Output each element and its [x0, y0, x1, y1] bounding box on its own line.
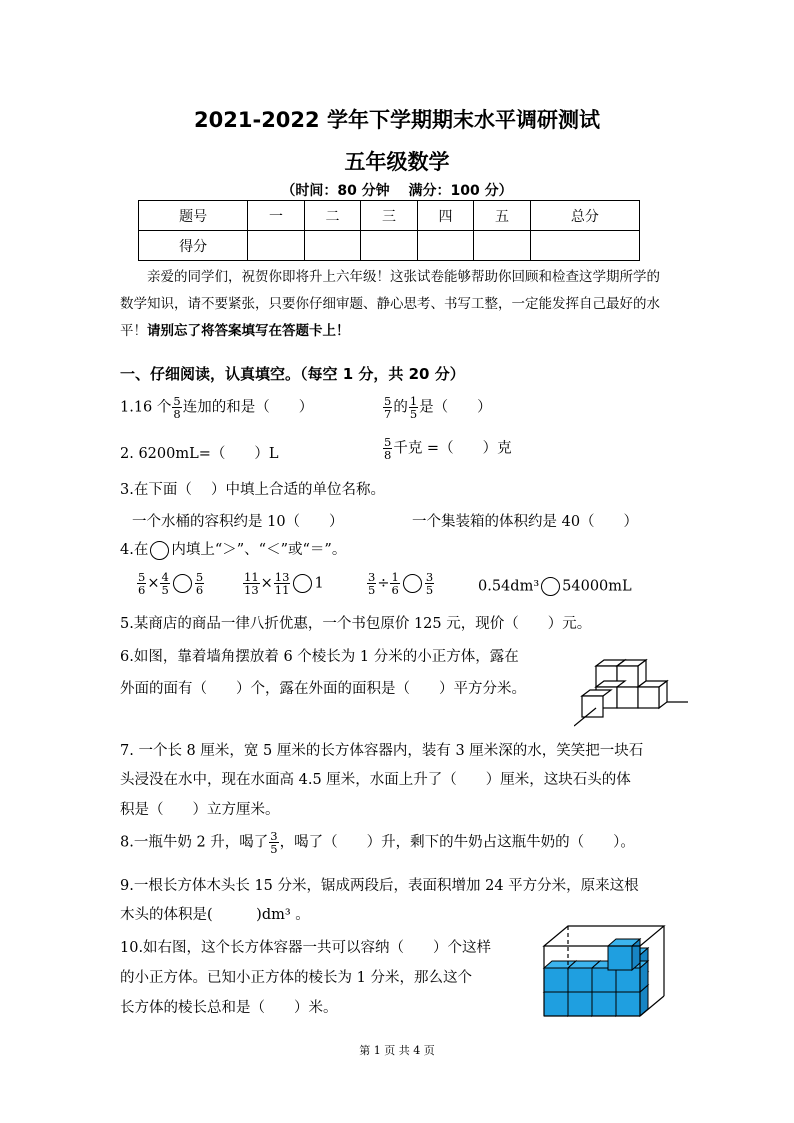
cube-front [616, 968, 640, 992]
q8-pre: 8.一瓶牛奶 2 升，喝了 [120, 834, 269, 851]
score-entry[interactable] [530, 231, 639, 261]
question-10-line-1: 10.如右图，这个长方体容器一共可以容纳（ ）个这样 [120, 940, 492, 956]
score-cell: 二 [304, 201, 361, 231]
question-6-line-2: 外面的面有（ ）个，露在外面的面积是（ ）平方分米。 [120, 681, 526, 697]
compare-item-4: 0.54dm³ 54000mL [478, 578, 632, 595]
fraction: $\frac{5}{8}$ [173, 394, 181, 421]
score-cell: 总分 [530, 201, 639, 231]
cube-front [592, 992, 616, 1016]
q1a-post: 连加的和是（ ） [182, 399, 314, 416]
exam-meta: （时间：80 分钟 满分：100 分） [281, 183, 513, 199]
q1b-post: 是（ ） [419, 399, 492, 416]
question-9-line-1: 9.一根长方体木头长 15 分米，锯成两段后，表面积增加 24 平方分米，原来这根 [120, 878, 639, 894]
cube-front [544, 992, 568, 1016]
question-1b [382, 395, 492, 420]
score-entry[interactable] [361, 231, 418, 261]
question-8 [120, 830, 635, 855]
score-cell: 三 [361, 201, 418, 231]
score-entry[interactable] [417, 231, 474, 261]
circle-icon [150, 541, 169, 560]
q1b-mid: 的 [393, 399, 408, 416]
question-4 [120, 538, 346, 560]
q2b-post: 千克 =（ ）克 [393, 440, 512, 457]
compare-circle[interactable] [541, 577, 560, 596]
q4-pre: 4.在 [120, 542, 149, 558]
q8-post: ，喝了（ ）升，剩下的牛奶占这瓶牛奶的（ ）。 [279, 834, 635, 851]
cube-front [616, 992, 640, 1016]
question-1a [120, 395, 313, 420]
score-table-score-row [139, 231, 640, 261]
question-7-line-3: 积是（ ）立方厘米。 [120, 802, 280, 818]
score-cell: 五 [474, 201, 531, 231]
compare-item-2: $\frac{11}{13}$ × $\frac{13}{11}$ 1 [244, 570, 324, 597]
intro-text: 亲爱的同学们，祝贺你即将升上六年级！这张试卷能够帮助你回顾和检查这学期所学的数学知识，请不要紧张，只要你仔细审题、静心思考、书写工整，一定能发挥自己最好的水平！ [120, 269, 660, 339]
question-10-line-2: 的小正方体。已知小正方体的棱长为 1 分米，那么这个 [120, 970, 472, 986]
section-heading: 一、仔细阅读，认真填空。（每空 1 分，共 20 分） [120, 365, 465, 383]
score-table-header-row [139, 201, 640, 231]
question-10-line-3: 长方体的棱长总和是（ ）米。 [120, 1000, 338, 1016]
fraction: $\frac{1}{5}$ [409, 394, 418, 421]
cube-front [608, 946, 632, 970]
score-cell: 题号 [139, 201, 248, 231]
question-2b [382, 436, 512, 461]
cube-front [544, 968, 568, 992]
question-3a: 一个水桶的容积约是 10（ ） [132, 514, 344, 530]
fraction: $\frac{5}{7}$ [384, 394, 392, 421]
compare-item-1: $\frac{5}{6}$ × $\frac{4}{5}$ $\frac{5}{6}$ [138, 570, 204, 597]
question-9-line-2: 木头的体积是( )dm³ 。 [120, 907, 310, 923]
compare-item-3: $\frac{3}{5}$ ÷ $\frac{1}{6}$ $\frac{3}{5}$ [368, 570, 434, 597]
exam-subtitle: 五年级数学 [344, 150, 450, 174]
score-entry[interactable] [474, 231, 531, 261]
score-table [138, 200, 640, 261]
cube-front [568, 968, 592, 992]
intro-paragraph [120, 264, 660, 345]
container-figure [540, 922, 668, 1020]
question-7-line-1: 7. 一个长 8 厘米，宽 5 厘米的长方体容器内，装有 3 厘米深的水，笑笑把一块石 [120, 743, 644, 759]
compare-circle[interactable] [293, 574, 312, 593]
question-5: 5.某商店的商品一律八折优惠，一个书包原价 125 元，现价（ ）元。 [120, 616, 592, 632]
cube-front [568, 992, 592, 1016]
exam-title: 2021-2022 学年下学期期末水平调研测试 [194, 108, 600, 132]
compare-circle[interactable] [173, 574, 192, 593]
cube-stack-figure [574, 656, 690, 728]
page-footer: 第 1 页 共 4 页 [359, 1044, 435, 1057]
score-label: 得分 [139, 231, 248, 261]
question-7-line-2: 头浸没在水中，现在水面高 4.5 厘米，水面上升了（ ）厘米，这块石头的体 [120, 772, 631, 788]
score-entry[interactable] [248, 231, 305, 261]
fraction: $\frac{3}{5}$ [270, 829, 278, 856]
question-6-line-1: 6.如图，靠着墙角摆放着 6 个棱长为 1 分米的小正方体，露在 [120, 649, 519, 665]
q1a-pre: 1.16 个 [120, 399, 172, 416]
question-2a: 2. 6200mL=（ ）L [120, 446, 279, 462]
score-cell: 四 [417, 201, 474, 231]
question-3: 3.在下面（ ）中填上合适的单位名称。 [120, 482, 385, 498]
question-3b: 一个集装箱的体积约是 40（ ） [412, 514, 639, 530]
fraction: $\frac{5}{8}$ [384, 435, 392, 462]
score-cell: 一 [248, 201, 305, 231]
compare-circle[interactable] [403, 574, 422, 593]
cube-front [592, 968, 616, 992]
q4-post: 内填上“＞”、“＜”或“＝”。 [171, 542, 347, 558]
score-entry[interactable] [304, 231, 361, 261]
intro-emphasis: 请别忘了将答案填写在答题卡上！ [147, 323, 350, 339]
